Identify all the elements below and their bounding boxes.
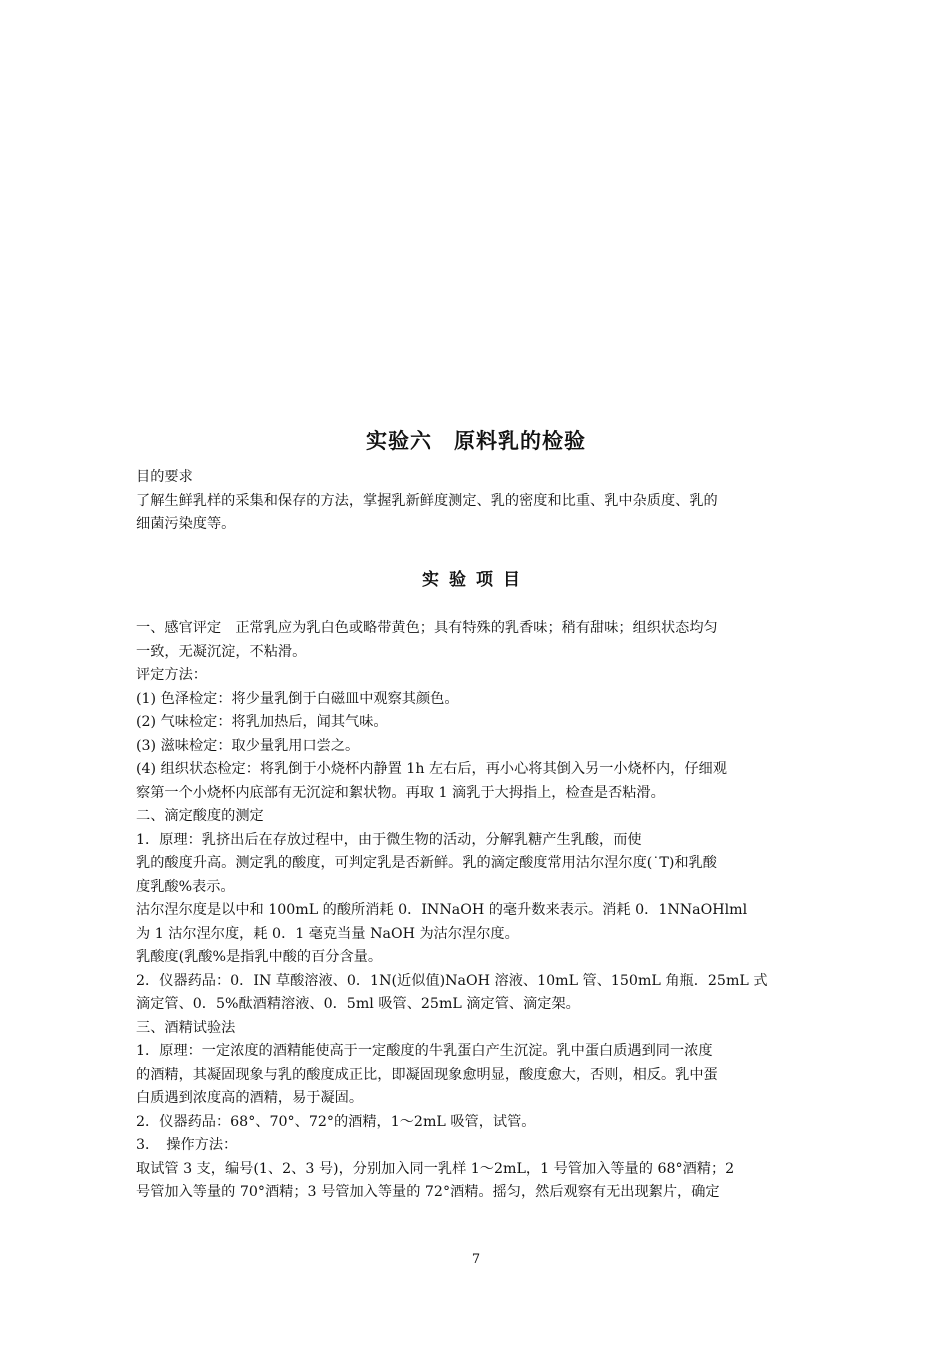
body-line: (2) 气味检定：将乳加热后，闻其气味。 xyxy=(136,714,388,730)
body-line: 滴定管、0．5%酞酒精溶液、0．5ml 吸管、25mL 滴定管、滴定架。 xyxy=(136,996,580,1012)
body-line: 度乳酸%表示。 xyxy=(136,878,235,895)
body-line: 一致，无凝沉淀，不粘滑。 xyxy=(136,643,307,660)
body-line: 评定方法： xyxy=(136,667,207,683)
body-line: 号管加入等量的 70°酒精；3 号管加入等量的 72°酒精。摇匀，然后观察有无出现絮片，确定 xyxy=(136,1184,720,1200)
body-line: 乳酸度(乳酸%是指乳中酸的百分含量。 xyxy=(136,949,383,965)
body-line: 白质遇到浓度高的酒精，易于凝固。 xyxy=(136,1090,364,1106)
body-line: (4) 组织状态检定：将乳倒于小烧杯内静置 1h 左右后，再小心将其倒入另一小烧杯内，仔细观 xyxy=(136,761,727,777)
body-line: 2．仪器药品：0．IN 草酸溶液、0．1N(近似值)NaOH 溶液、10mL 管、150mL 角瓶．25mL 式 xyxy=(136,972,768,989)
page-number: 7 xyxy=(471,1252,481,1267)
body-line: 取试管 3 支，编号(1、2、3 号)，分别加入同一乳样 1～2mL，1 号管加入等量的 68°酒精；2 xyxy=(136,1160,735,1177)
body-line: (1) 色泽检定：将少量乳倒于白磁皿中观察其颜色。 xyxy=(136,690,459,707)
body-line: 1．原理：一定浓度的酒精能使高于一定酸度的牛乳蛋白产生沉淀。乳中蛋白质遇到同一浓度 xyxy=(136,1043,713,1059)
section-title: 实验项目 xyxy=(422,570,530,590)
intro-line: 了解生鲜乳样的采集和保存的方法，掌握乳新鲜度测定、乳的密度和比重、乳中杂质度、乳的 xyxy=(136,492,718,509)
intro-block xyxy=(136,466,826,537)
body-line: 为 1 沽尔涅尔度，耗 0．1 毫克当量 NaOH 为沽尔涅尔度。 xyxy=(136,925,519,942)
body-line: 一、感官评定 正常乳应为乳白色或略带黄色；具有特殊的乳香味；稍有甜味；组织状态均匀 xyxy=(136,620,718,636)
body-block xyxy=(136,617,826,1205)
intro-line: 目的要求 xyxy=(136,469,193,485)
body-line: 沽尔涅尔度是以中和 100mL 的酸所消耗 0．INNaOH 的毫升数来表示。消耗 0．1NNaOHlml xyxy=(136,902,748,918)
body-line: 2．仪器药品：68°、70°、72°的酒精，1～2mL 吸管，试管。 xyxy=(136,1113,536,1130)
body-line: 三、酒精试验法 xyxy=(136,1019,236,1036)
body-line: 乳的酸度升高。测定乳的酸度，可判定乳是否新鲜。乳的滴定酸度常用沽尔涅尔度(˙T)和乳酸 xyxy=(136,855,717,871)
intro-line: 细菌污染度等。 xyxy=(136,516,236,532)
body-line: 的酒精，其凝固现象与乳的酸度成正比，即凝固现象愈明显，酸度愈大，否则，相反。乳中蛋 xyxy=(136,1066,718,1083)
body-line: 察第一个小烧杯内底部有无沉淀和絮状物。再取 1 滴乳于大拇指上，检查是否粘滑。 xyxy=(136,784,665,801)
body-line: (3) 滋味检定：取少量乳用口尝之。 xyxy=(136,737,360,754)
body-line: 3． 操作方法： xyxy=(136,1137,238,1153)
body-line: 二、滴定酸度的测定 xyxy=(136,808,264,824)
body-line: 1．原理：乳挤出后在存放过程中，由于微生物的活动，分解乳糖产生乳酸，而使 xyxy=(136,831,642,848)
page-title: 实验六 原料乳的检验 xyxy=(366,428,586,453)
